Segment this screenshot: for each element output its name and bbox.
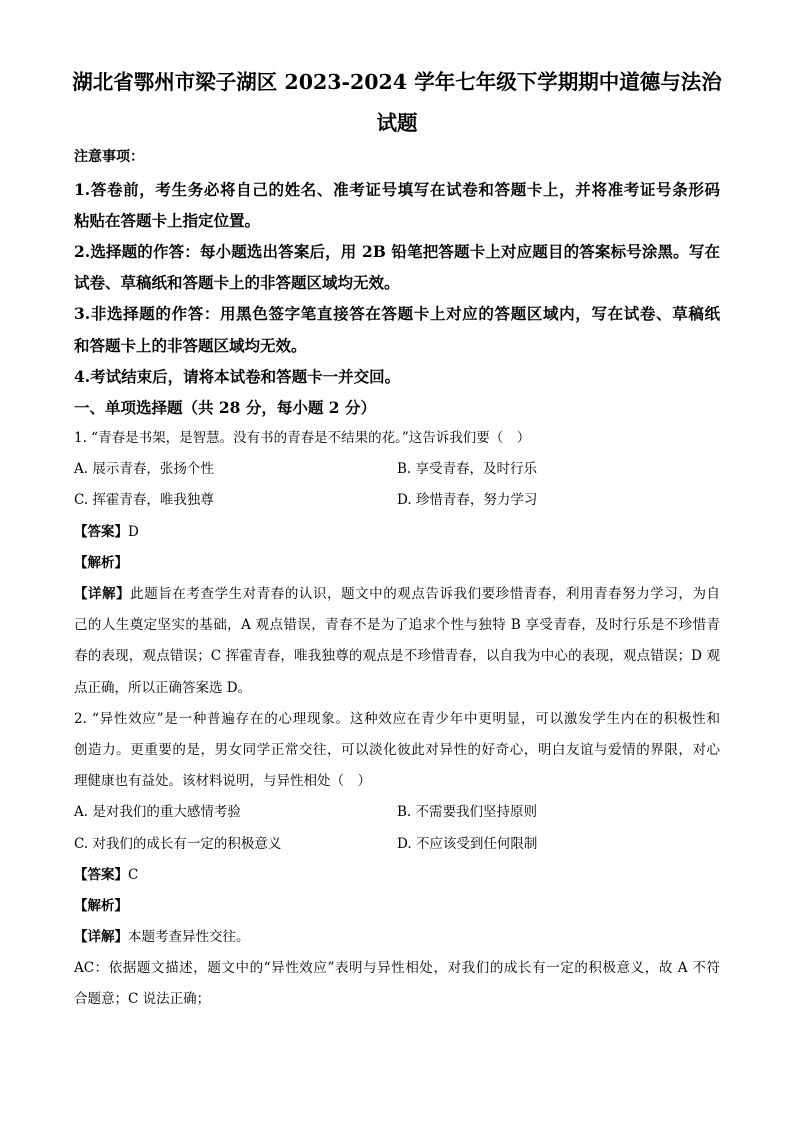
question-2-stem-line-1: 2. “异性效应”是一种普遍存在的心理现象。这种效应在青少年中更明显，可以激发学生内在的积极性和 <box>74 710 720 727</box>
answer-value: C <box>128 866 139 883</box>
question-1-option-b: B. 享受青春，及时行乐 <box>397 461 538 478</box>
question-1-option-c: C. 挥霍青春，唯我独尊 <box>74 492 214 509</box>
exam-body <box>74 142 720 1015</box>
question-1-option-d: D. 珍惜青春，努力学习 <box>397 492 538 509</box>
question-1-stem-line-1: 1. “青春是书架，是智慧。没有书的青春是不结果的花。”这告诉我们要（ ） <box>74 430 531 447</box>
notice-item-4-line-1: 4.考试结束后，请将本试卷和答题卡一并交回。 <box>74 366 401 386</box>
question-2-detail-line-1 <box>74 922 720 953</box>
detail-label: 【详解】 <box>74 586 131 603</box>
answer-label: 【答案】 <box>74 523 128 540</box>
notice-item-1-line-1: 1.答卷前，考生务必将自己的姓名、准考证号填写在试卷和答题卡上，并将准考证号条形码 <box>74 179 720 199</box>
notice-heading: 注意事项： <box>74 149 144 166</box>
notice-item-2-line-1: 2.选择题的作答：每小题选出答案后，用 2B 铅笔把答题卡上对应题目的答案标号涂黑。写在 <box>74 241 720 261</box>
question-1-answer <box>74 517 720 548</box>
question-1-options-row-1 <box>74 454 720 485</box>
title-line-2: 试题 <box>376 111 418 135</box>
answer-value: D <box>128 523 139 540</box>
question-1-detail-line-3: 春的表现，观点错误；C 挥霍青春，唯我独尊的观点是不珍惜青春，以自我为中心的表现，观点错误；D 观 <box>74 648 720 665</box>
question-2-detail-line-3: 合题意；C 说法正确； <box>74 991 211 1008</box>
question-1-options-row-2 <box>74 485 720 516</box>
detail-label: 【详解】 <box>74 929 128 946</box>
question-2-detail-line-2: AC：依据题文描述，题文中的“异性效应”表明与异性相处，对我们的成长有一定的积极意义，故 A 不符 <box>74 960 720 977</box>
question-2-answer <box>74 860 720 891</box>
question-2-analysis-label: 【解析】 <box>74 897 128 914</box>
detail-text: 本题考查异性交往。 <box>128 929 250 946</box>
question-1-option-a: A. 展示青春，张扬个性 <box>74 461 214 478</box>
question-1-detail-line-2: 己的人生奠定坚实的基础，A 观点错误，青春不是为了追求个性与独特 B 享受青春，及时行乐是不珍惜青 <box>74 617 720 634</box>
page-title <box>60 62 734 144</box>
notice-item-3-line-1: 3.非选择题的作答：用黑色签字笔直接答在答题卡上对应的答题区域内，写在试卷、草稿纸 <box>74 304 720 324</box>
question-2-option-d: D. 不应该受到任何限制 <box>397 835 538 852</box>
detail-text: 此题旨在考查学生对青春的认识，题文中的观点告诉我们要珍惜青春，利用青春努力学习，为自 <box>130 586 721 603</box>
question-2-stem-line-3: 理健康也有益处。该材料说明，与异性相处（ ） <box>74 773 371 790</box>
notice-item-1-line-2: 粘贴在答题卡上指定位置。 <box>74 210 261 230</box>
question-2-option-a: A. 是对我们的重大感情考验 <box>74 804 241 821</box>
notice-item-2-line-2: 试卷、草稿纸和答题卡上的非答题区域均无效。 <box>74 273 400 293</box>
question-1-detail-line-4: 点正确，所以正确答案选 D。 <box>74 679 252 696</box>
question-1-analysis-label: 【解析】 <box>74 554 128 571</box>
answer-label: 【答案】 <box>74 866 128 883</box>
title-line-1: 湖北省鄂州市梁子湖区 2023-2024 学年七年级下学期期中道德与法治 <box>72 70 722 94</box>
section-heading: 一、单项选择题（共 28 分，每小题 2 分） <box>74 397 376 417</box>
question-2-option-b: B. 不需要我们坚持原则 <box>397 804 538 821</box>
question-2-option-c: C. 对我们的成长有一定的积极意义 <box>74 835 282 852</box>
question-2-stem-line-2: 创造力。更重要的是，男女同学正常交往，可以淡化彼此对异性的好奇心，明白友谊与爱情的界限，对心 <box>74 741 720 758</box>
question-1-detail-line-1 <box>74 579 720 610</box>
question-2-options-row-2 <box>74 829 720 860</box>
question-2-options-row-1 <box>74 797 720 828</box>
notice-item-3-line-2: 和答题卡上的非答题区域均无效。 <box>74 335 307 355</box>
